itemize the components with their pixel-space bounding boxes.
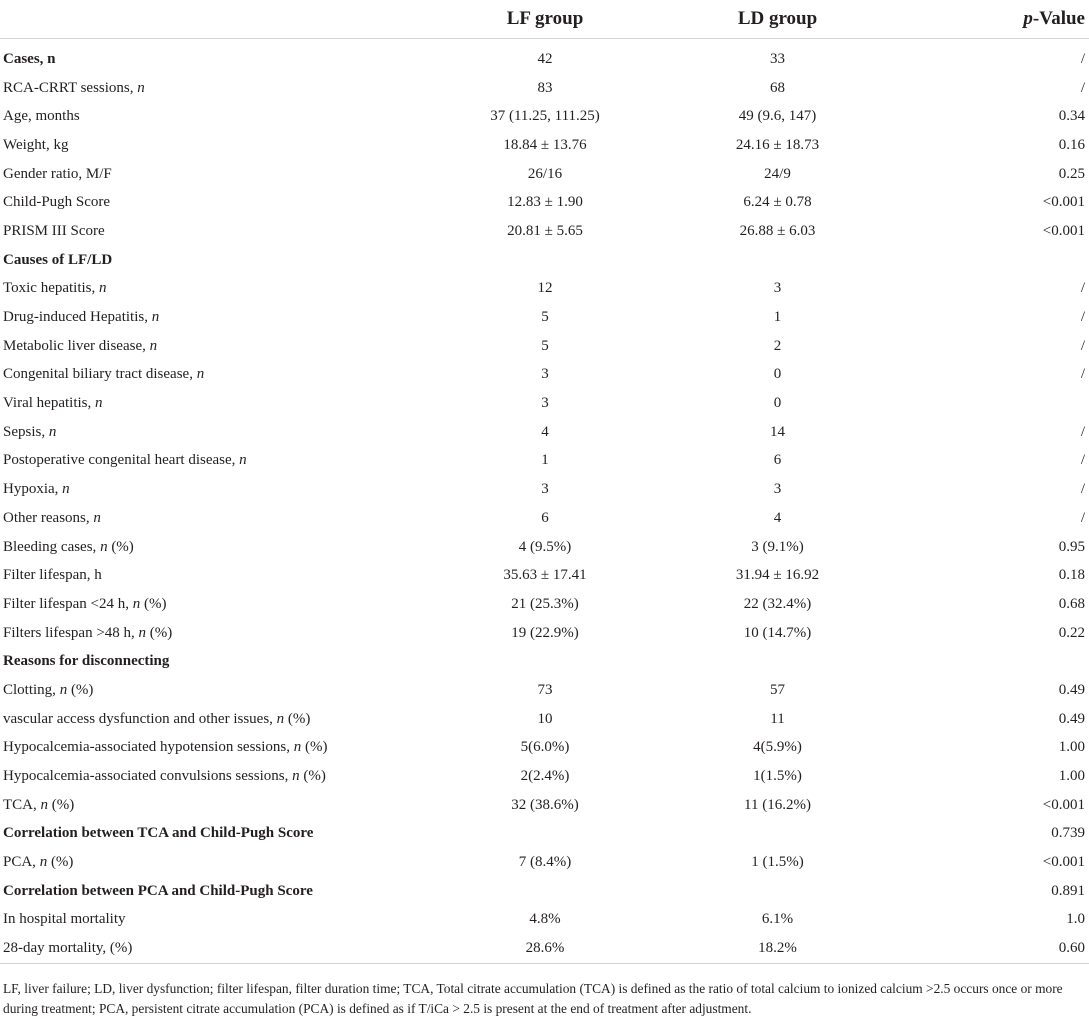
table-row — [0, 389, 1089, 418]
table-row — [0, 131, 1089, 160]
cell-lf: 12 — [537, 280, 553, 297]
row-label-tail: (%) — [48, 796, 75, 813]
row-label-italic: n — [95, 395, 103, 412]
cell-ld: 3 (9.1%) — [751, 538, 804, 555]
table-row — [0, 39, 1089, 74]
row-label-text: Hypocalcemia-associated convulsions sessions, — [3, 768, 293, 785]
table-row — [0, 361, 1089, 390]
row-label — [0, 619, 435, 648]
cell-ld: 2 — [773, 337, 782, 354]
row-label — [0, 504, 435, 533]
cell-p-value: / — [1080, 309, 1085, 326]
table-row — [0, 475, 1089, 504]
row-label-italic: n — [48, 423, 57, 440]
cell-ld: 24/9 — [764, 165, 791, 182]
cell-ld: 0 — [773, 395, 782, 412]
table-row — [0, 102, 1089, 131]
cell-lf: 28.6% — [435, 934, 655, 963]
cell-lf: 73 — [537, 681, 553, 698]
cell-ld — [655, 877, 900, 906]
row-label — [0, 188, 435, 217]
cell-p-value: / — [1080, 79, 1085, 96]
cell-lf: 5(6.0%) — [520, 739, 570, 756]
cell-lf: 6 — [541, 509, 549, 526]
row-label-text: PRISM III Score — [3, 222, 105, 239]
cell-lf: 3 — [541, 481, 549, 498]
row-label-tail: (%) — [299, 768, 326, 785]
row-label — [0, 102, 435, 131]
cell-ld: 6.24 ± 0.78 — [743, 194, 812, 211]
row-label-text: Toxic hepatitis, — [3, 280, 100, 297]
cell-p-value: 0.25 — [1058, 165, 1085, 182]
cell-ld: 22 (32.4%) — [743, 595, 812, 612]
cell-p-value: <0.001 — [1042, 796, 1085, 813]
table-row — [0, 188, 1089, 217]
row-label — [0, 647, 435, 676]
cell-p-value — [900, 647, 1089, 676]
table-body — [0, 39, 1089, 964]
row-label-text: Congenital biliary tract disease, — [3, 366, 197, 383]
row-label — [0, 533, 435, 562]
cell-lf — [435, 877, 655, 906]
cell-lf: 5 — [541, 337, 549, 354]
cell-lf: 12.83 ± 1.90 — [507, 194, 583, 211]
table-row — [0, 647, 1089, 676]
row-label-italic: n — [132, 595, 141, 612]
cell-lf: 4 (9.5%) — [518, 538, 572, 555]
cell-lf: 26/16 — [527, 165, 563, 182]
row-label — [0, 303, 435, 332]
row-label-italic: n — [59, 681, 68, 698]
row-label-text: Hypocalcemia-associated hypotension sessions, — [3, 739, 294, 756]
cell-p-value: 0.68 — [1058, 595, 1085, 612]
row-label-text: Drug-induced Hepatitis, — [3, 309, 152, 326]
row-label-text: Age, months — [3, 108, 80, 125]
cell-ld: 6 — [773, 452, 782, 469]
cell-ld: 14 — [770, 423, 785, 440]
row-label-tail: (%) — [146, 624, 173, 641]
cell-p-value: 1.0 — [1066, 911, 1085, 928]
cell-lf: 10 — [537, 710, 553, 727]
table-row — [0, 848, 1089, 877]
cell-ld: 68 — [770, 79, 785, 96]
cell-p-value: 0.739 — [1051, 825, 1085, 842]
cell-p-value — [900, 389, 1089, 418]
row-label — [0, 39, 435, 74]
cell-ld: 3 — [773, 481, 782, 498]
cell-ld — [655, 246, 900, 275]
cell-p-value: / — [1080, 50, 1085, 67]
row-label — [0, 791, 435, 820]
row-label-text: Reasons for disconnecting — [3, 653, 170, 670]
row-label — [0, 332, 435, 361]
row-label-text: Clotting, — [3, 681, 60, 698]
cell-p-value: 1.00 — [1058, 768, 1085, 785]
cell-lf — [435, 647, 655, 676]
cell-lf: 5 — [541, 309, 549, 326]
row-label-tail: (%) — [301, 739, 328, 756]
table-row — [0, 676, 1089, 705]
row-label-text: TCA, — [3, 796, 41, 813]
row-label — [0, 160, 435, 189]
cell-p-value: 0.16 — [1058, 136, 1085, 153]
row-label — [0, 361, 435, 390]
row-label-text: In hospital mortality — [3, 911, 126, 928]
cell-ld: 1(1.5%) — [753, 768, 802, 785]
table-row — [0, 418, 1089, 447]
row-label-text: Child-Pugh Score — [3, 194, 111, 211]
cell-lf: 83 — [537, 79, 553, 96]
cell-ld: 1 — [773, 309, 782, 326]
cell-p-value: 1.00 — [1058, 739, 1085, 756]
cell-ld: 11 — [770, 710, 785, 727]
cell-p-value: <0.001 — [1042, 222, 1085, 239]
row-label-italic: n — [40, 796, 48, 813]
table-row — [0, 160, 1089, 189]
table-row — [0, 303, 1089, 332]
table-row — [0, 275, 1089, 304]
cell-ld: 3 — [773, 280, 782, 297]
row-label-italic: n — [137, 79, 145, 96]
table-row — [0, 217, 1089, 246]
row-label-tail: (%) — [67, 681, 94, 698]
table-row — [0, 820, 1089, 849]
cell-lf — [435, 820, 655, 849]
cell-lf: 2(2.4%) — [520, 768, 570, 785]
row-label-text: vascular access dysfunction and other issues, — [3, 710, 277, 727]
row-label-text: Correlation between TCA and Child-Pugh Score — [3, 825, 314, 842]
cell-ld: 24.16 ± 18.73 — [735, 136, 820, 153]
cell-ld — [655, 820, 900, 849]
cell-ld: 33 — [770, 50, 785, 67]
row-label — [0, 246, 435, 275]
row-label — [0, 906, 435, 935]
row-label — [0, 676, 435, 705]
row-label — [0, 418, 435, 447]
row-label-text: Postoperative congenital heart disease, — [3, 452, 240, 469]
cell-p-value: 0.34 — [1058, 108, 1085, 125]
header-ld-group: LD group — [655, 0, 900, 39]
row-label-text: Viral hepatitis, — [3, 395, 95, 412]
table-row — [0, 504, 1089, 533]
cell-p-value: / — [1080, 509, 1085, 526]
cell-lf: 35.63 ± 17.41 — [503, 567, 587, 584]
row-label-text: Metabolic liver disease, — [3, 337, 150, 354]
row-label-tail: (%) — [140, 595, 167, 612]
row-label-text: PCA, — [3, 854, 40, 871]
cell-p-value: <0.001 — [1042, 854, 1085, 871]
row-label-text: Filter lifespan <24 h, — [3, 595, 133, 612]
table-row — [0, 533, 1089, 562]
row-label-text: Hypoxia, — [3, 481, 63, 498]
row-label — [0, 561, 435, 590]
cell-ld: 4 — [773, 509, 782, 526]
cell-lf: 18.84 ± 13.76 — [503, 136, 587, 153]
cell-p-value: / — [1080, 337, 1085, 354]
table-row — [0, 246, 1089, 275]
row-label — [0, 131, 435, 160]
row-label-text: Bleeding cases, — [3, 538, 101, 555]
cell-ld: 57 — [770, 681, 785, 698]
cell-ld: 31.94 ± 16.92 — [735, 567, 820, 584]
table-row — [0, 332, 1089, 361]
row-label-text: 28-day mortality, (%) — [3, 940, 133, 957]
row-label-italic: n — [149, 337, 158, 354]
row-label-text: RCA-CRRT sessions, — [3, 79, 138, 96]
cell-lf: 4.8% — [529, 911, 561, 928]
header-p-rest: -Value — [1032, 8, 1085, 29]
table-row — [0, 705, 1089, 734]
row-label-italic: n — [239, 452, 247, 469]
row-label-tail: (%) — [284, 710, 311, 727]
row-label-italic: n — [293, 739, 302, 756]
row-label — [0, 705, 435, 734]
header-lf-group: LF group — [435, 0, 655, 39]
row-label-tail: (%) — [107, 538, 134, 555]
row-label-italic: n — [151, 309, 160, 326]
cell-p-value: 0.49 — [1058, 681, 1085, 698]
cell-p-value: 0.60 — [900, 934, 1089, 963]
cell-p-value: / — [1080, 452, 1085, 469]
table-row — [0, 74, 1089, 103]
row-label — [0, 734, 435, 763]
cell-lf: 20.81 ± 5.65 — [507, 222, 583, 239]
row-label — [0, 275, 435, 304]
cell-ld: 6.1% — [761, 911, 794, 928]
row-label-italic: n — [138, 624, 147, 641]
cell-ld: 11 (16.2%) — [744, 796, 811, 813]
table-row — [0, 934, 1089, 963]
row-label-italic: n — [39, 854, 48, 871]
cell-lf: 37 (11.25, 111.25) — [490, 108, 600, 125]
row-label — [0, 934, 435, 963]
row-label — [0, 475, 435, 504]
row-label — [0, 74, 435, 103]
row-label-text: Filter lifespan, h — [3, 567, 102, 584]
row-label-italic: n — [99, 280, 107, 297]
row-label-italic: n — [196, 366, 205, 383]
row-label — [0, 762, 435, 791]
cell-p-value: 0.49 — [1058, 710, 1085, 727]
cell-p-value: 0.22 — [1058, 624, 1085, 641]
cell-ld: 26.88 ± 6.03 — [739, 222, 816, 239]
row-label-italic: n — [62, 481, 70, 498]
table-row — [0, 447, 1089, 476]
row-label-italic: n — [292, 768, 300, 785]
row-label-tail: (%) — [47, 854, 74, 871]
table-row — [0, 619, 1089, 648]
cell-lf: 7 (8.4%) — [518, 854, 572, 871]
row-label-italic: n — [93, 509, 101, 526]
cell-p-value: <0.001 — [1042, 194, 1085, 211]
cell-p-value: / — [1080, 280, 1085, 297]
cell-ld: 4(5.9%) — [753, 739, 802, 756]
cell-p-value: / — [1080, 481, 1085, 498]
table-row — [0, 906, 1089, 935]
row-label — [0, 389, 435, 418]
cell-ld — [655, 647, 900, 676]
row-label-text: Weight, kg — [3, 136, 69, 153]
cell-lf: 19 (22.9%) — [511, 624, 579, 641]
row-label-text: Filters lifespan >48 h, — [3, 624, 139, 641]
header-p-value — [900, 0, 1089, 39]
table-row — [0, 877, 1089, 906]
table-footnote: LF, liver failure; LD, liver dysfunction; filter lifespan, filter duration time; TCA, Total citrate accumulation (TCA) is defined as the ratio of total calcium to ionized calcium >2.5 occurs once or more during treatment; PCA, persistent citrate accumulation (PCA) is defined as if T/iCa > 2.5 is present at the end of treatment after adjustment. — [3, 981, 1063, 1016]
cell-p-value: / — [1080, 423, 1085, 440]
cell-lf: 1 — [541, 452, 549, 469]
row-label-text: Sepsis, — [3, 423, 49, 440]
row-label-italic: n — [100, 538, 108, 555]
cell-ld: 18.2% — [655, 934, 900, 963]
row-label-text: Correlation between PCA and Child-Pugh Score — [3, 882, 313, 899]
cell-lf: 3 — [541, 366, 549, 383]
row-label — [0, 217, 435, 246]
cell-ld: 49 (9.6, 147) — [738, 108, 817, 125]
cell-p-value: 0.18 — [1058, 567, 1085, 584]
header-empty — [0, 0, 435, 39]
row-label-text: Cases, n — [3, 50, 56, 67]
cell-ld: 0 — [773, 366, 782, 383]
cell-lf: 21 (25.3%) — [511, 595, 579, 612]
cell-lf: 42 — [537, 50, 553, 67]
cell-lf: 4 — [541, 423, 549, 440]
cell-lf — [435, 246, 655, 275]
table-row — [0, 561, 1089, 590]
header-p-italic: p — [1023, 8, 1033, 29]
row-label — [0, 447, 435, 476]
cell-lf: 3 — [541, 395, 549, 412]
row-label — [0, 820, 435, 849]
table-row — [0, 590, 1089, 619]
cell-p-value: / — [1080, 366, 1085, 383]
row-label-text: Gender ratio, M/F — [3, 165, 112, 182]
table-header-row — [0, 0, 1089, 39]
cell-p-value — [900, 246, 1089, 275]
cell-ld: 10 (14.7%) — [743, 624, 812, 641]
table-row — [0, 791, 1089, 820]
cell-ld: 1 (1.5%) — [751, 854, 804, 871]
table-row — [0, 762, 1089, 791]
cell-lf: 32 (38.6%) — [511, 796, 579, 813]
table-row — [0, 734, 1089, 763]
row-label — [0, 877, 435, 906]
row-label-italic: n — [276, 710, 285, 727]
row-label — [0, 848, 435, 877]
row-label-text: Causes of LF/LD — [3, 251, 113, 268]
cell-p-value: 0.95 — [1058, 538, 1085, 555]
cell-p-value: 0.891 — [1051, 882, 1085, 899]
row-label — [0, 590, 435, 619]
row-label-text: Other reasons, — [3, 509, 94, 526]
